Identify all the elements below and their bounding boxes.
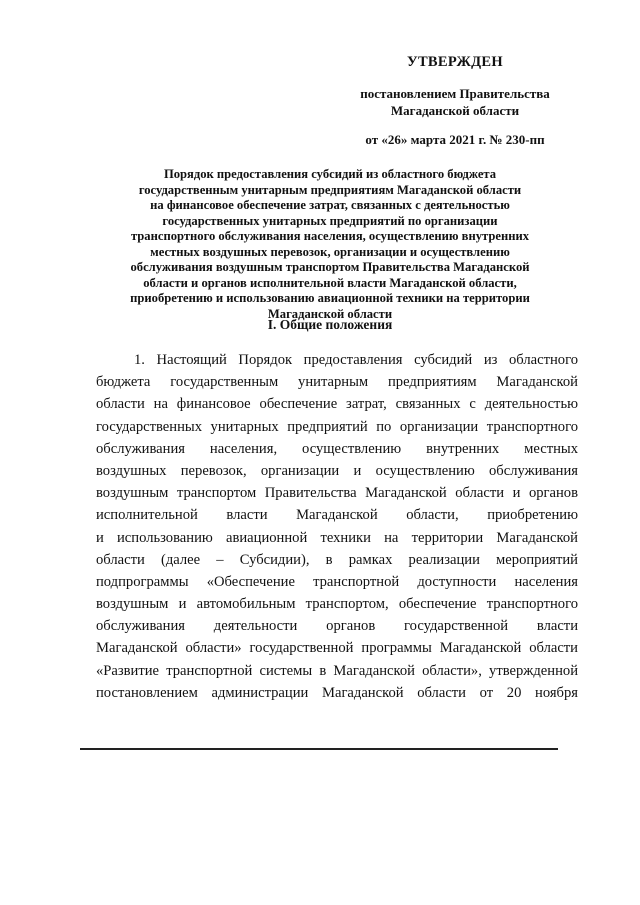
body-line: 1. Настоящий Порядок предоставления субсидий из областного (134, 352, 578, 368)
body-line: воздушных перевозок, организации и осуществлению обслуживания (96, 462, 578, 479)
body-paragraph (96, 349, 578, 704)
section-heading: I. Общие положения (267, 317, 393, 332)
approved-stamp: УТВЕРЖДЕН (407, 54, 503, 70)
body-line: области на финансовое обеспечение затрат, связанных с деятельностью (96, 396, 578, 413)
body-line: и использованию авиационной техники на территории Магаданской (96, 529, 578, 546)
document-title (80, 167, 580, 322)
body-line: государственных унитарных предприятий по организации транспортного (96, 418, 578, 435)
approval-line-2: Магаданской области (390, 103, 520, 118)
approval-line-1: постановлением Правительства (360, 86, 550, 101)
body-line: воздушным и автомобильным транспортом, обеспечение транспортного (96, 596, 578, 613)
approval-line-3: от «26» марта 2021 г. № 230-пп (365, 132, 545, 147)
title-line: Порядок предоставления субсидий из областного бюджета (163, 167, 497, 181)
body-line: обслуживания деятельности органов государственной власти (96, 618, 578, 635)
approval-block (330, 54, 580, 148)
body-line: исполнительной власти Магаданской области, приобретению (96, 507, 578, 524)
body-line: Магаданской области» государственной программы Магаданской области (96, 640, 578, 657)
title-line: государственным унитарным предприятиям Магаданской области (138, 182, 522, 197)
title-line: приобретению и использованию авиационной техники на территории (130, 291, 530, 305)
body-line: постановлением администрации Магаданской области от 20 ноября (96, 684, 578, 701)
body-line: подпрограммы «Обеспечение транспортной доступности населения (96, 573, 578, 590)
body-line: воздушным транспортом Правительства Магаданской области и органов (96, 485, 578, 502)
body-line: «Развитие транспортной системы в Магаданской области», утвержденной (96, 662, 578, 679)
title-line: Магаданской области (267, 306, 393, 321)
title-line: на финансовое обеспечение затрат, связанных с деятельностью (150, 198, 510, 212)
title-line: области и органов исполнительной власти Магаданской области, (143, 275, 517, 290)
title-line: государственных унитарных предприятий по организации (162, 213, 498, 228)
title-line: местных воздушных перевозок, организации и осуществлению (150, 244, 510, 259)
title-line: обслуживания воздушным транспортом Правительства Магаданской (130, 260, 530, 274)
body-line: бюджета государственным унитарным предприятиям Магаданской (96, 374, 578, 391)
page-bottom-rule (80, 748, 558, 750)
title-line: транспортного обслуживания населения, осуществлению внутренних (130, 229, 530, 243)
body-line: обслуживания населения, осуществлению внутренних местных (96, 440, 578, 457)
body-line: области (далее – Субсидии), в рамках реализации мероприятий (96, 551, 578, 568)
